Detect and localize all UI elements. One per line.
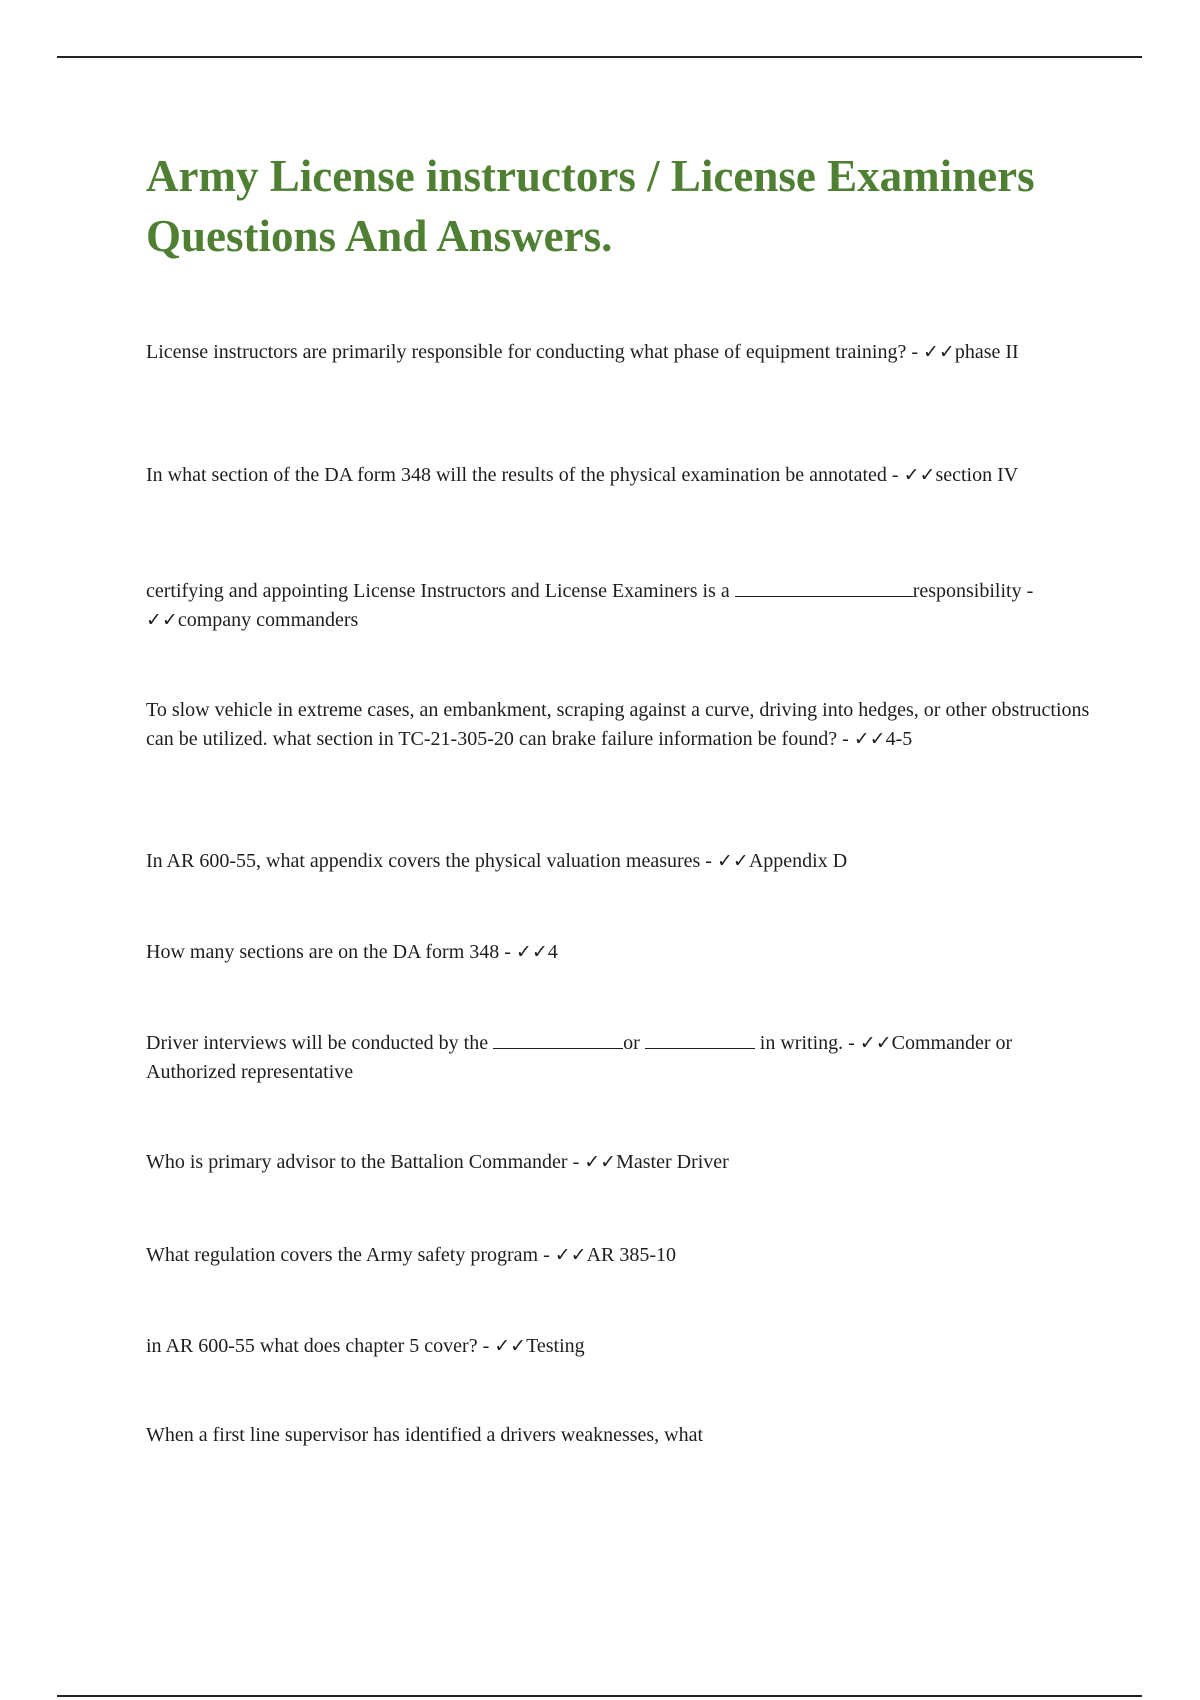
qa-item-3 (146, 577, 1091, 635)
answer-text: Master Driver (616, 1151, 729, 1173)
fill-in-blank (735, 578, 913, 597)
question-text: How many sections are on the DA form 348 - (146, 941, 511, 963)
qa-item-7 (146, 1029, 1091, 1087)
question-text: In what section of the DA form 348 will the results of the physical examination be annotated - (146, 464, 899, 486)
qa-item-5 (146, 847, 1091, 876)
qa-item-10 (146, 1332, 1091, 1361)
question-text: responsibility - (912, 580, 1034, 602)
document-title: Army License instructors / License Examiners Questions And Answers. (146, 151, 1035, 261)
question-text: or (623, 1032, 640, 1054)
qa-item-8 (146, 1148, 1091, 1177)
fill-in-blank (645, 1030, 755, 1049)
qa-item-6 (146, 938, 1091, 967)
question-text: Driver interviews will be conducted by the (146, 1032, 489, 1054)
answer-text: phase II (954, 341, 1019, 363)
answer-text: company commanders (177, 609, 359, 631)
answer-text: AR 385-10 (586, 1244, 677, 1266)
answer-text: 4 (547, 941, 558, 963)
bottom-rule (57, 1695, 1142, 1697)
answer-text: Appendix D (748, 850, 848, 872)
check-mark-icon: ✓✓ (515, 941, 548, 963)
question-text: Who is primary advisor to the Battalion Commander - (146, 1151, 580, 1173)
check-mark-icon: ✓✓ (859, 1032, 892, 1054)
qa-item-1 (146, 338, 1091, 367)
check-mark-icon: ✓✓ (146, 609, 178, 631)
check-mark-icon: ✓✓ (922, 341, 955, 363)
question-text: in writing. - (759, 1032, 855, 1054)
question-text: In AR 600-55, what appendix covers the physical valuation measures - (146, 850, 712, 872)
question-text: To slow vehicle in extreme cases, an embankment, scraping against a curve, driving into hedges, or other obstructions can be utilized. what section in TC-21-305-20 can brake failure information be found? - (146, 699, 1090, 750)
check-mark-icon: ✓✓ (584, 1151, 617, 1173)
qa-item-4 (146, 696, 1091, 754)
answer-text: Testing (526, 1335, 585, 1357)
fill-in-blank (493, 1030, 623, 1049)
check-mark-icon: ✓✓ (554, 1244, 587, 1266)
question-text: What regulation covers the Army safety program - (146, 1244, 550, 1266)
top-rule (57, 56, 1142, 58)
question-text: in AR 600-55 what does chapter 5 cover? - (146, 1335, 490, 1357)
check-mark-icon: ✓✓ (853, 728, 886, 750)
answer-text: Commander or Authorized representative (146, 1032, 1013, 1083)
answer-text: 4-5 (885, 728, 913, 750)
qa-item-11 (146, 1421, 1091, 1450)
question-text: certifying and appointing License Instructors and License Examiners is a (146, 580, 730, 602)
question-text: When a first line supervisor has identified a drivers weaknesses, what (146, 1424, 704, 1446)
check-mark-icon: ✓✓ (494, 1335, 527, 1357)
qa-item-9 (146, 1241, 1091, 1270)
question-text: License instructors are primarily responsible for conducting what phase of equipment training? - (146, 341, 918, 363)
qa-item-2 (146, 461, 1091, 490)
check-mark-icon: ✓✓ (903, 464, 936, 486)
check-mark-icon: ✓✓ (716, 850, 749, 872)
answer-text: section IV (935, 464, 1019, 486)
